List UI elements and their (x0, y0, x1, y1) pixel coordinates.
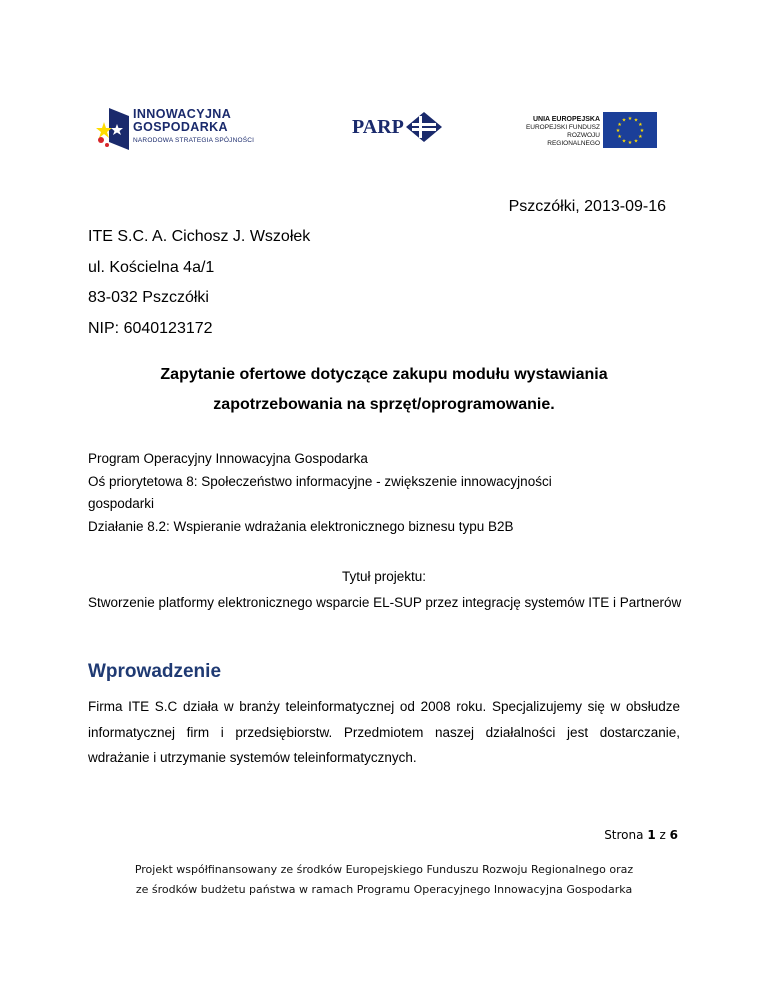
ig-line2: GOSPODARKA (133, 120, 228, 134)
logo-bar (0, 106, 768, 156)
program-info (88, 448, 668, 538)
page-prefix: Strona (604, 828, 644, 842)
program-line: gospodarki (88, 496, 155, 511)
svg-text:★: ★ (617, 122, 622, 128)
sender-address (88, 222, 310, 344)
program-line: Oś priorytetowa 8: Społeczeństwo informacyjne - zwiększenie innowacyjności (88, 473, 552, 489)
page-sep: z (659, 828, 666, 842)
svg-text:★: ★ (621, 117, 627, 124)
letter-date: Pszczółki, 2013-09-16 (508, 198, 666, 215)
program-line: Działanie 8.2: Wspieranie wdrażania elektronicznego biznesu typu B2B (88, 518, 514, 534)
document-title (88, 360, 680, 420)
svg-text:★: ★ (627, 140, 633, 146)
svg-text:★: ★ (627, 116, 633, 122)
title-line: Zapytanie ofertowe dotyczące zakupu modułu wystawiania (160, 366, 608, 383)
eu-line3: ROZWOJU REGIONALNEGO (547, 132, 600, 147)
eu-line1: UNIA EUROPEJSKA (532, 116, 600, 123)
ig-text (133, 108, 254, 144)
address-line: NIP: 6040123172 (88, 319, 213, 337)
svg-text:★: ★ (638, 134, 643, 140)
eu-text (518, 115, 600, 148)
page-total: 6 (669, 828, 678, 842)
program-line: Program Operacyjny Innowacyjna Gospodarka (88, 451, 368, 466)
section-heading: Wprowadzenie (88, 661, 222, 682)
svg-text:★: ★ (617, 134, 622, 140)
eu-flag-icon (603, 112, 657, 148)
innowacyjna-gospodarka-logo (95, 106, 255, 152)
page-footer (0, 860, 768, 900)
eu-logo (518, 112, 658, 152)
project-label: Tytuł projektu: (341, 569, 427, 584)
svg-text:★: ★ (633, 117, 639, 124)
address-line: ul. Kościelna 4a/1 (88, 258, 215, 276)
page-current: 1 (647, 828, 656, 842)
parp-symbol-icon (406, 112, 442, 142)
ig-line3: NARODOWA STRATEGIA SPÓJNOŚCI (133, 137, 255, 144)
svg-text:★: ★ (621, 138, 627, 145)
svg-text:★: ★ (633, 138, 639, 145)
eu-line2: EUROPEJSKI FUNDUSZ (525, 124, 600, 131)
ig-star-icon (95, 106, 129, 150)
project-title: Stworzenie platformy elektronicznego wsparcie EL-SUP przez integrację systemów ITE i Partnerów (88, 595, 682, 610)
address-line: ITE S.C. A. Cichosz J. Wszołek (88, 228, 311, 245)
ig-line1: INNOWACYJNA (133, 107, 232, 121)
svg-text:★: ★ (615, 128, 621, 134)
intro-paragraph: Firma ITE S.C działa w branży teleinformatycznej od 2008 roku. Specjalizujemy się w obsłudze informatycznej firm i przedsiębiorstw. Przedmiotem naszej działalności jest dostarczanie, wdrażanie i utrzymanie systemów teleinformatycznych. (88, 699, 680, 765)
parp-text: PARP (352, 116, 404, 138)
address-line: 83-032 Pszczółki (88, 289, 209, 306)
svg-text:★: ★ (639, 128, 645, 134)
footer-line: ze środków budżetu państwa w ramach Programu Operacyjnego Innowacyjna Gospodarka (135, 883, 633, 896)
footer-line: Projekt współfinansowany ze środków Europejskiego Funduszu Rozwoju Regionalnego oraz (134, 863, 634, 876)
title-line: zapotrzebowania na sprzęt/oprogramowanie. (213, 396, 555, 413)
svg-text:★: ★ (638, 122, 643, 128)
page-number (604, 828, 678, 842)
